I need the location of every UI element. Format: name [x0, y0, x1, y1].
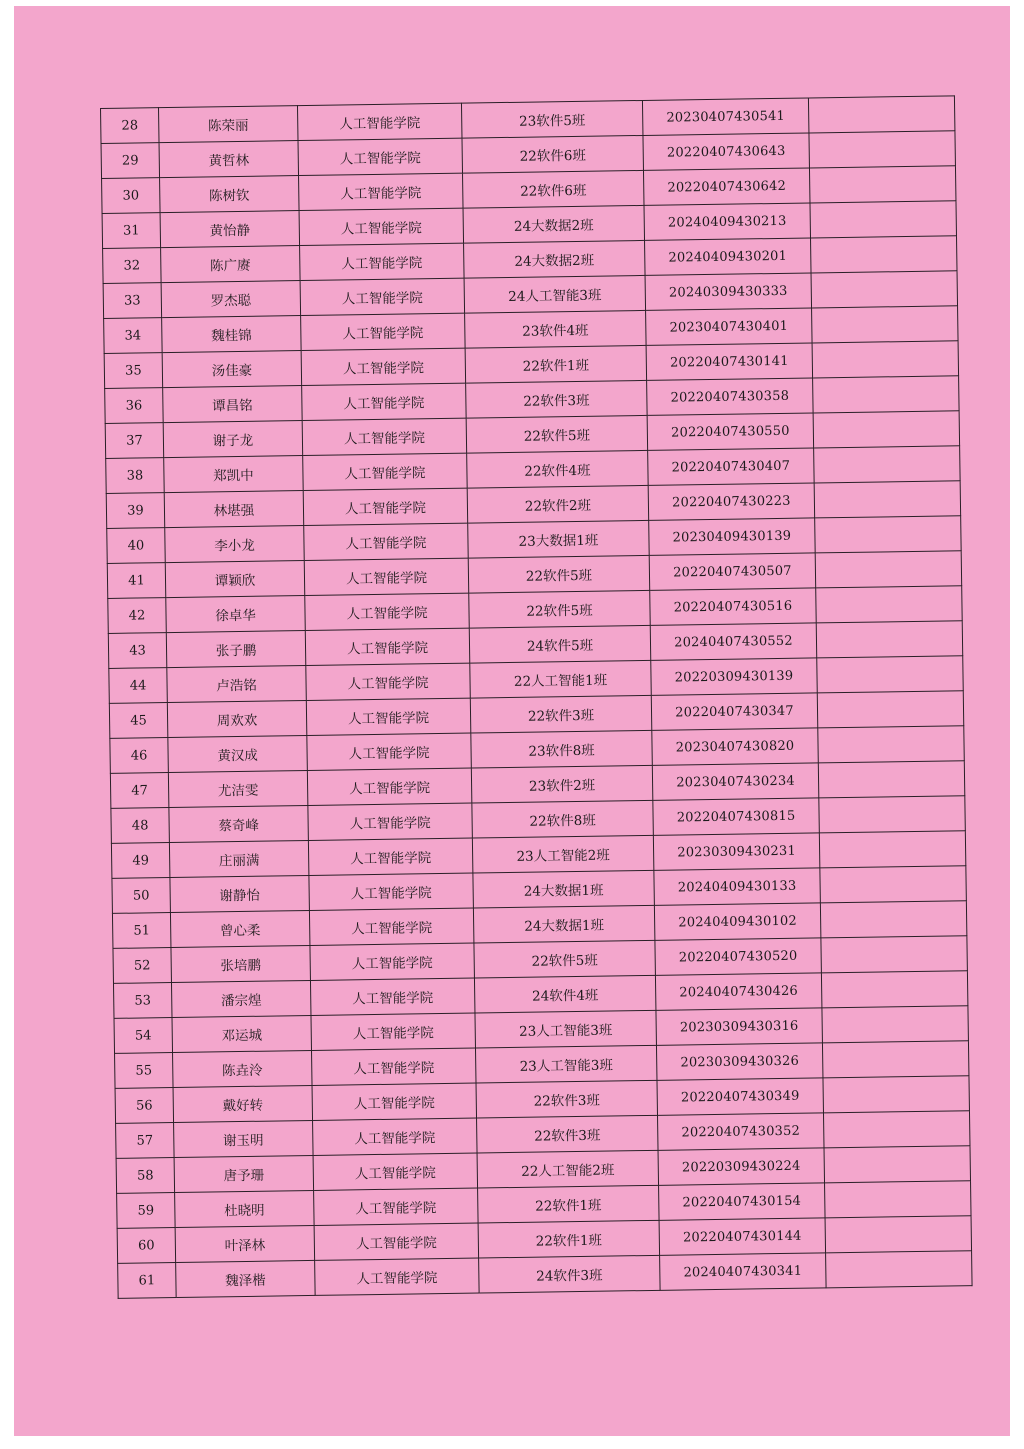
class-cell: 22软件3班 [477, 1115, 658, 1153]
row-number-cell: 57 [116, 1123, 175, 1159]
extra-cell [822, 1041, 969, 1078]
school-cell: 人工智能学院 [310, 978, 475, 1015]
student-name-cell: 张子鹏 [166, 631, 306, 668]
school-cell: 人工智能学院 [302, 418, 467, 455]
row-number-cell: 54 [114, 1018, 173, 1054]
student-id-cell: 20230409430139 [649, 518, 816, 555]
student-id-cell: 20220407430141 [646, 343, 813, 380]
student-id-cell: 20230309430316 [656, 1008, 823, 1045]
student-name-cell: 徐卓华 [166, 596, 306, 633]
row-number-cell: 32 [103, 248, 162, 284]
row-number-cell: 44 [109, 668, 168, 704]
class-cell: 24软件5班 [469, 625, 650, 663]
student-name-cell: 李小龙 [165, 526, 305, 563]
row-number-cell: 61 [118, 1263, 177, 1299]
row-number-cell: 51 [112, 913, 171, 949]
row-number-cell: 47 [110, 773, 169, 809]
extra-cell [823, 1111, 970, 1148]
school-cell: 人工智能学院 [297, 103, 462, 140]
student-id-cell: 20230407430541 [642, 98, 809, 135]
extra-cell [822, 1006, 969, 1043]
row-number-cell: 33 [103, 283, 162, 319]
school-cell: 人工智能学院 [311, 1013, 476, 1050]
student-name-cell: 陈垚泠 [173, 1050, 313, 1087]
student-id-cell: 20230407430401 [646, 308, 813, 345]
extra-cell [817, 691, 964, 728]
school-cell: 人工智能学院 [308, 803, 473, 840]
student-name-cell: 林堪强 [164, 491, 304, 528]
class-cell: 22人工智能1班 [470, 660, 651, 698]
student-id-cell: 20240409430213 [644, 203, 811, 240]
row-number-cell: 34 [104, 318, 163, 354]
class-cell: 22人工智能2班 [477, 1150, 658, 1188]
student-id-cell: 20220407430349 [657, 1078, 824, 1115]
class-cell: 24大数据1班 [473, 870, 654, 908]
class-cell: 23软件4班 [465, 310, 646, 348]
class-cell: 24大数据1班 [473, 905, 654, 943]
extra-cell [818, 726, 965, 763]
row-number-cell: 45 [109, 703, 168, 739]
extra-cell [811, 236, 958, 273]
extra-cell [811, 271, 958, 308]
school-cell: 人工智能学院 [301, 348, 466, 385]
row-number-cell: 59 [117, 1193, 176, 1229]
extra-cell [816, 621, 963, 658]
extra-cell [814, 446, 961, 483]
student-id-cell: 20240407430426 [655, 973, 822, 1010]
student-id-cell: 20240409430201 [645, 238, 812, 275]
extra-cell [818, 761, 965, 798]
class-cell: 22软件3班 [466, 380, 647, 418]
school-cell: 人工智能学院 [298, 138, 463, 175]
extra-cell [819, 831, 966, 868]
school-cell: 人工智能学院 [313, 1118, 478, 1155]
student-name-cell: 谢子龙 [163, 421, 303, 458]
student-id-cell: 20220309430224 [658, 1148, 825, 1185]
row-number-cell: 46 [110, 738, 169, 774]
class-cell: 22软件1班 [478, 1220, 659, 1258]
extra-cell [809, 131, 956, 168]
class-cell: 23大数据1班 [468, 520, 649, 558]
school-cell: 人工智能学院 [303, 453, 468, 490]
school-cell: 人工智能学院 [306, 698, 471, 735]
school-cell: 人工智能学院 [313, 1153, 478, 1190]
student-name-cell: 魏桂锦 [162, 316, 302, 353]
student-id-cell: 20220407430507 [649, 553, 816, 590]
extra-cell [825, 1216, 972, 1253]
student-table-wrapper [100, 95, 972, 1299]
school-cell: 人工智能学院 [299, 173, 464, 210]
student-name-cell: 谭昌铭 [163, 386, 303, 423]
student-id-cell: 20220407430815 [653, 798, 820, 835]
student-id-cell: 20220407430642 [643, 168, 810, 205]
school-cell: 人工智能学院 [304, 523, 469, 560]
row-number-cell: 58 [116, 1158, 175, 1194]
student-id-cell: 20230407430234 [652, 763, 819, 800]
class-cell: 22软件1班 [465, 345, 646, 383]
student-id-cell: 20220407430347 [651, 693, 818, 730]
school-cell: 人工智能学院 [312, 1083, 477, 1120]
student-id-cell: 20220407430154 [659, 1183, 826, 1220]
school-cell: 人工智能学院 [307, 733, 472, 770]
row-number-cell: 29 [101, 143, 160, 179]
extra-cell [812, 341, 959, 378]
school-cell: 人工智能学院 [314, 1223, 479, 1260]
student-name-cell: 陈树钦 [160, 176, 300, 213]
school-cell: 人工智能学院 [306, 663, 471, 700]
student-name-cell: 魏泽楷 [176, 1260, 316, 1297]
school-cell: 人工智能学院 [305, 628, 470, 665]
student-name-cell: 陈广赓 [161, 246, 301, 283]
class-cell: 24软件3班 [479, 1255, 660, 1293]
class-cell: 23软件5班 [461, 100, 642, 138]
school-cell: 人工智能学院 [310, 943, 475, 980]
class-cell: 22软件6班 [463, 170, 644, 208]
student-name-cell: 卢浩铭 [167, 666, 307, 703]
row-number-cell: 28 [101, 108, 160, 144]
student-id-cell: 20220407430358 [647, 378, 814, 415]
student-id-cell: 20240309430333 [645, 273, 812, 310]
school-cell: 人工智能学院 [303, 488, 468, 525]
student-name-cell: 尤洁雯 [168, 770, 308, 807]
class-cell: 23人工智能3班 [475, 1045, 656, 1083]
row-number-cell: 40 [107, 528, 166, 564]
student-name-cell: 张培鹏 [171, 945, 311, 982]
class-cell: 22软件4班 [467, 450, 648, 488]
extra-cell [817, 656, 964, 693]
extra-cell [809, 166, 956, 203]
school-cell: 人工智能学院 [304, 558, 469, 595]
student-id-cell: 20220407430407 [648, 448, 815, 485]
class-cell: 24软件4班 [474, 975, 655, 1013]
row-number-cell: 49 [111, 843, 170, 879]
row-number-cell: 31 [102, 213, 161, 249]
student-name-cell: 谢玉明 [174, 1120, 314, 1157]
student-name-cell: 杜晓明 [175, 1190, 315, 1227]
student-id-cell: 20240407430552 [650, 623, 817, 660]
student-name-cell: 谭颖欣 [165, 561, 305, 598]
row-number-cell: 42 [108, 598, 167, 634]
class-cell: 23人工智能2班 [472, 835, 653, 873]
student-id-cell: 20240407430341 [660, 1253, 827, 1290]
class-cell: 24人工智能3班 [464, 275, 645, 313]
extra-cell [820, 901, 967, 938]
row-number-cell: 35 [104, 353, 163, 389]
student-id-cell: 20220407430352 [658, 1113, 825, 1150]
student-name-cell: 蔡奇峰 [169, 805, 309, 842]
student-id-cell: 20240409430102 [654, 903, 821, 940]
row-number-cell: 48 [111, 808, 170, 844]
extra-cell [816, 586, 963, 623]
class-cell: 22软件5班 [474, 940, 655, 978]
school-cell: 人工智能学院 [299, 208, 464, 245]
extra-cell [823, 1076, 970, 1113]
school-cell: 人工智能学院 [307, 768, 472, 805]
class-cell: 22软件3班 [470, 695, 651, 733]
student-name-cell: 谢静怡 [170, 875, 310, 912]
row-number-cell: 37 [105, 423, 164, 459]
student-name-cell: 邓运城 [172, 1015, 312, 1052]
student-id-cell: 20230309430231 [653, 833, 820, 870]
class-cell: 22软件5班 [469, 590, 650, 628]
student-name-cell: 黄哲林 [159, 141, 299, 178]
extra-cell [815, 551, 962, 588]
row-number-cell: 43 [108, 633, 167, 669]
student-id-cell: 20230309430326 [656, 1043, 823, 1080]
table-body [101, 96, 973, 1299]
row-number-cell: 56 [115, 1088, 174, 1124]
student-id-cell: 20240409430133 [654, 868, 821, 905]
row-number-cell: 50 [112, 878, 171, 914]
student-name-cell: 戴好转 [173, 1085, 313, 1122]
class-cell: 22软件6班 [462, 135, 643, 173]
student-name-cell: 唐予珊 [174, 1155, 314, 1192]
class-cell: 22软件8班 [472, 800, 653, 838]
school-cell: 人工智能学院 [308, 838, 473, 875]
school-cell: 人工智能学院 [314, 1188, 479, 1225]
row-number-cell: 38 [106, 458, 165, 494]
school-cell: 人工智能学院 [309, 873, 474, 910]
extra-cell [813, 376, 960, 413]
row-number-cell: 55 [115, 1053, 174, 1089]
student-name-cell: 陈荣丽 [159, 106, 299, 143]
row-number-cell: 39 [106, 493, 165, 529]
extra-cell [825, 1181, 972, 1218]
student-name-cell: 叶泽林 [175, 1225, 315, 1262]
extra-cell [824, 1146, 971, 1183]
extra-cell [812, 306, 959, 343]
class-cell: 22软件2班 [467, 485, 648, 523]
student-id-cell: 20220407430643 [643, 133, 810, 170]
school-cell: 人工智能学院 [309, 908, 474, 945]
school-cell: 人工智能学院 [305, 593, 470, 630]
row-number-cell: 41 [107, 563, 166, 599]
extra-cell [815, 516, 962, 553]
extra-cell [808, 96, 955, 133]
class-cell: 23软件8班 [471, 730, 652, 768]
extra-cell [814, 481, 961, 518]
school-cell: 人工智能学院 [312, 1048, 477, 1085]
school-cell: 人工智能学院 [300, 278, 465, 315]
extra-cell [813, 411, 960, 448]
extra-cell [821, 936, 968, 973]
extra-cell [810, 201, 957, 238]
row-number-cell: 60 [117, 1228, 176, 1264]
student-id-cell: 20220407430516 [650, 588, 817, 625]
school-cell: 人工智能学院 [301, 313, 466, 350]
student-id-cell: 20220309430139 [651, 658, 818, 695]
row-number-cell: 53 [113, 983, 172, 1019]
student-id-cell: 20220407430223 [648, 483, 815, 520]
student-name-cell: 周欢欢 [167, 701, 307, 738]
extra-cell [819, 796, 966, 833]
student-name-cell: 黄怡静 [160, 211, 300, 248]
row-number-cell: 30 [102, 178, 161, 214]
student-id-cell: 20220407430550 [647, 413, 814, 450]
student-name-cell: 潘宗煌 [171, 980, 311, 1017]
student-id-cell: 20230407430820 [652, 728, 819, 765]
row-number-cell: 36 [105, 388, 164, 424]
school-cell: 人工智能学院 [315, 1258, 480, 1295]
extra-cell [826, 1251, 973, 1288]
student-name-cell: 郑凯中 [164, 456, 304, 493]
school-cell: 人工智能学院 [302, 383, 467, 420]
student-id-cell: 20220407430520 [655, 938, 822, 975]
scanned-page [14, 6, 1010, 1436]
student-name-cell: 黄汉成 [168, 736, 308, 773]
class-cell: 22软件3班 [476, 1080, 657, 1118]
class-cell: 23软件2班 [471, 765, 652, 803]
class-cell: 22软件5班 [466, 415, 647, 453]
student-list-table [100, 95, 973, 1299]
student-name-cell: 庄丽满 [169, 840, 309, 877]
extra-cell [821, 971, 968, 1008]
class-cell: 24大数据2班 [463, 205, 644, 243]
student-name-cell: 罗杰聪 [161, 281, 301, 318]
student-name-cell: 曾心柔 [170, 910, 310, 947]
row-number-cell: 52 [113, 948, 172, 984]
student-name-cell: 汤佳豪 [162, 351, 302, 388]
class-cell: 22软件5班 [468, 555, 649, 593]
class-cell: 24大数据2班 [464, 240, 645, 278]
extra-cell [820, 866, 967, 903]
school-cell: 人工智能学院 [300, 243, 465, 280]
student-id-cell: 20220407430144 [659, 1218, 826, 1255]
class-cell: 23人工智能3班 [475, 1010, 656, 1048]
class-cell: 22软件1班 [478, 1185, 659, 1223]
